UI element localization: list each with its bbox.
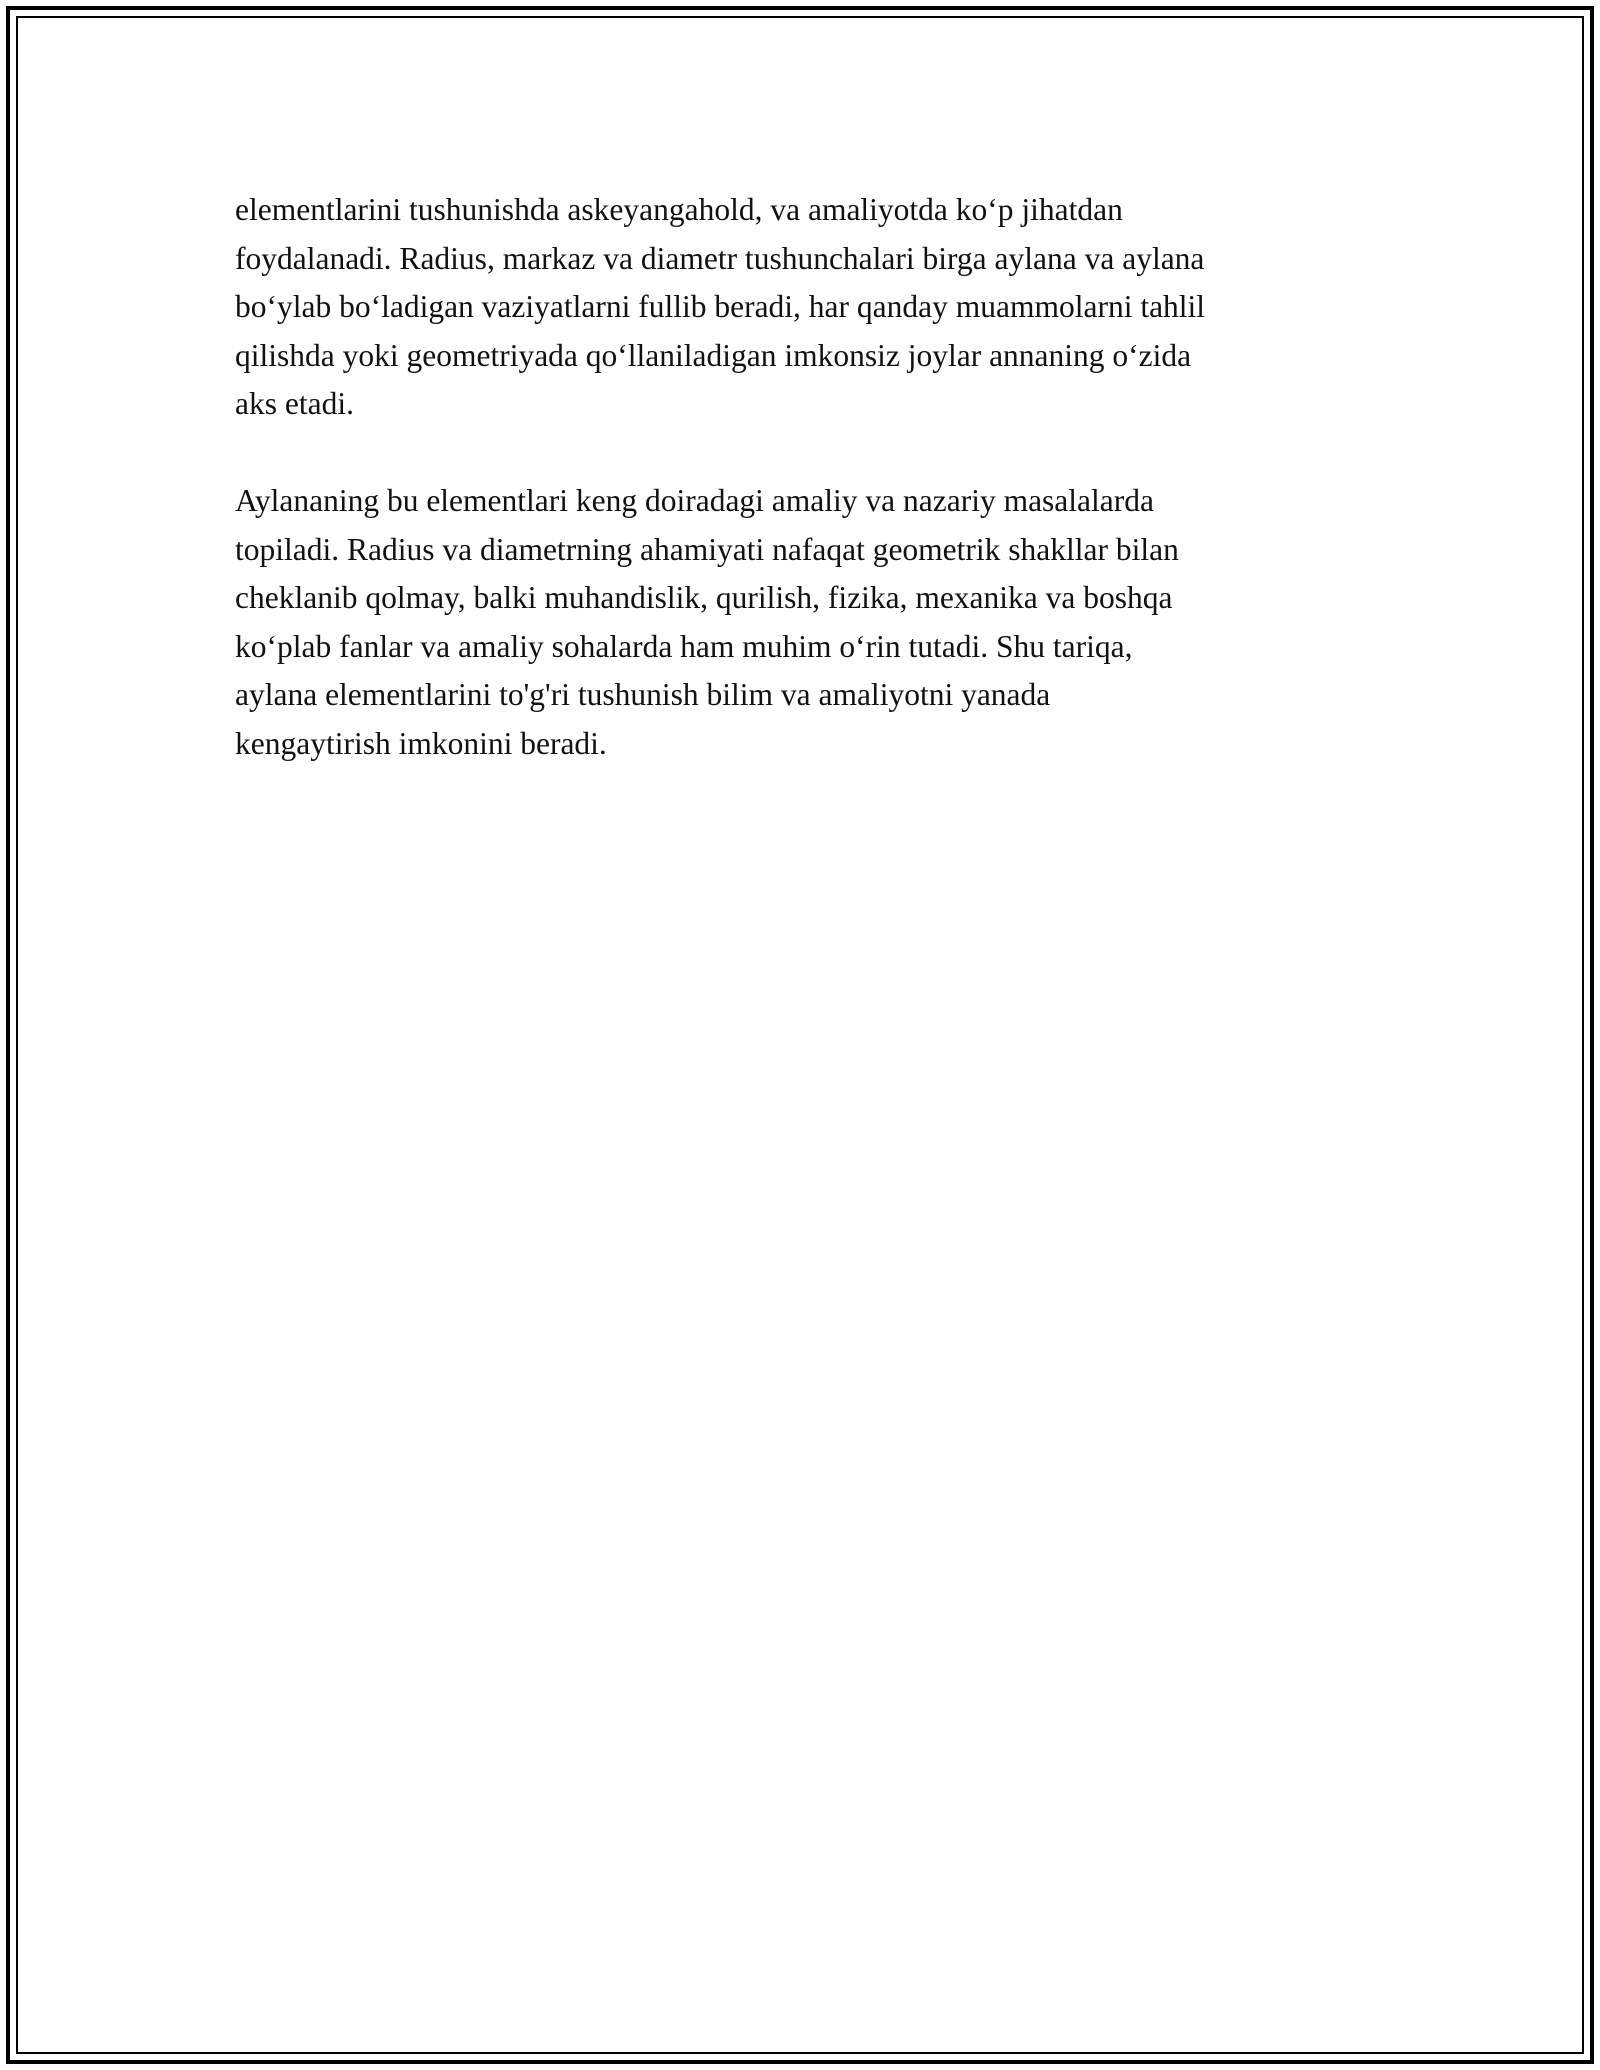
- paragraph-line: aylana elementlarini to'g'ri tushunish bilim va amaliyotni yanada: [235, 677, 1051, 712]
- paragraph-line: elementlarini tushunishda askeyangahold, va amaliyotda ko‘p jihatdan: [235, 192, 1123, 227]
- paragraph-line: Aylananing bu elementlari keng doiradagi amaliy va nazariy masalalarda: [235, 483, 1154, 518]
- paragraph-1: [235, 186, 1375, 429]
- paragraph-line: kengaytirish imkonini beradi.: [235, 725, 607, 761]
- paragraph-2: [235, 477, 1375, 768]
- paragraph-line: qilishda yoki geometriyada qo‘llaniladigan imkonsiz joylar annaning o‘zida: [235, 337, 1192, 373]
- paragraph-line: topiladi. Radius va diametrning ahamiyati nafaqat geometrik shakllar bilan: [235, 531, 1179, 567]
- document-body: [235, 186, 1375, 768]
- paragraph-line: bo‘ylab bo‘ladigan vaziyatlarni fullib beradi, har qanday muammolarni tahlil: [235, 289, 1206, 324]
- paragraph-line: foydalanadi. Radius, markaz va diametr tushunchalari birga aylana va aylana: [235, 240, 1205, 276]
- paragraph-line: aks etadi.: [235, 386, 354, 421]
- paragraph-line: ko‘plab fanlar va amaliy sohalarda ham muhim o‘rin tutadi. Shu tariqa,: [235, 628, 1133, 664]
- paragraph-line: cheklanib qolmay, balki muhandislik, qurilish, fizika, mexanika va boshqa: [235, 580, 1173, 615]
